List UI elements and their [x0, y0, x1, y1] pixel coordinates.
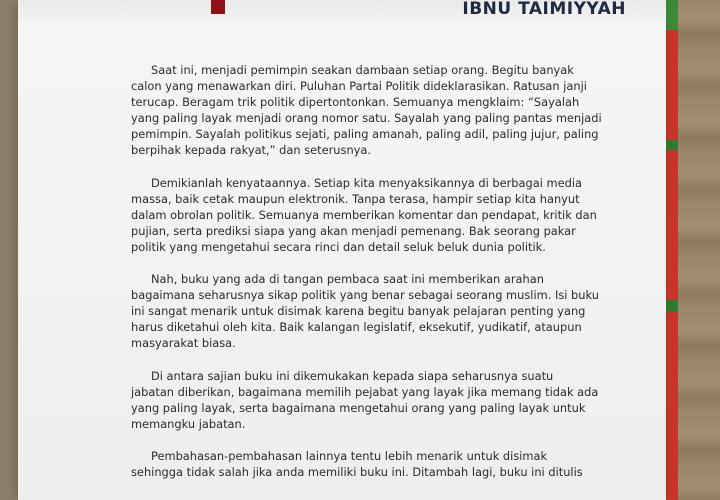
text-line: politik yang mengetahui secara rinci dan detail seluk beluk dunia politik. — [131, 239, 546, 254]
text-line: ini sangat menarik untuk disimak karena begitu banyak pelajaran penting yang — [131, 304, 586, 319]
text-line: memangku jabatan. — [131, 416, 246, 431]
text-line: calon yang menawarkan diri. Puluhan Partai Politik dideklarasikan. Ratusan janji — [131, 79, 587, 94]
text-line: sehingga tidak salah jika anda memiliki buku ini. Ditambah lagi, buku ini ditulis — [131, 464, 583, 479]
text-line: berpihak kepada rakyat,” dan seterusnya. — [131, 143, 372, 158]
text-line: Pembahasan-pembahasan lainnya tentu lebih menarik untuk disimak — [151, 448, 548, 463]
text-line: terucap. Beragam trik politik dipertontonkan. Semuanya mengklaim: “Sayalah — [131, 95, 580, 110]
spine-band — [664, 300, 678, 312]
blurb-paragraph-5 — [131, 448, 631, 480]
spine-band — [664, 140, 678, 150]
book-spine-strip — [664, 0, 678, 500]
text-line: Di antara sajian buku ini dikemukakan kepada siapa seharusnya suatu — [151, 368, 554, 383]
ribbon-bookmark — [211, 0, 225, 14]
text-line: pemimpin. Sayalah politikus sejati, paling amanah, paling adil, paling jujur, paling — [131, 127, 599, 142]
text-line: harus diketahui oleh kita. Baik kalangan legislatif, eksekutif, yudikatif, ataupun — [131, 320, 582, 335]
wooden-floor — [676, 0, 720, 500]
text-line: pujian, serta prediksi siapa yang akan menjadi pemenang. Bak seorang pakar — [131, 223, 576, 238]
text-line: Saat ini, menjadi pemimpin seakan dambaan setiap orang. Begitu banyak — [151, 63, 574, 77]
text-line: yang paling layak, serta bagaimana mengetahui orang yang paling layak untuk — [131, 400, 586, 415]
text-line: Nah, buku yang ada di tangan pembaca saat ini memberikan arahan — [151, 272, 544, 287]
blurb-text — [131, 62, 631, 496]
book-back-cover — [18, 0, 666, 500]
text-line: Demikianlah kenyataannya. Setiap kita menyaksikannya di berbagai media — [151, 175, 582, 190]
text-line: bagaimana seharusnya sikap politik yang benar sebagai seorang muslim. Isi buku — [131, 288, 599, 303]
text-line: masyarakat biasa. — [131, 336, 236, 351]
blurb-paragraph-3 — [131, 271, 631, 351]
text-line: jabatan diberikan, bagaimana memilih pejabat yang layak jika memang tidak ada — [131, 384, 599, 399]
text-line: yang paling layak menjadi orang nomor satu. Sayalah yang paling pantas menjadi — [131, 111, 602, 126]
blurb-paragraph-2 — [131, 175, 631, 255]
blurb-paragraph-4 — [131, 368, 631, 432]
blurb-paragraph-1 — [131, 62, 631, 159]
author-name: IBNU TAIMIYYAH — [462, 0, 626, 19]
text-line: dalam obrolan politik. Semuanya memberikan komentar dan pendapat, kritik dan — [131, 207, 597, 222]
text-line: massa, baik cetak maupun elektronik. Tanpa terasa, hampir setiap kita hanyut — [131, 191, 580, 206]
